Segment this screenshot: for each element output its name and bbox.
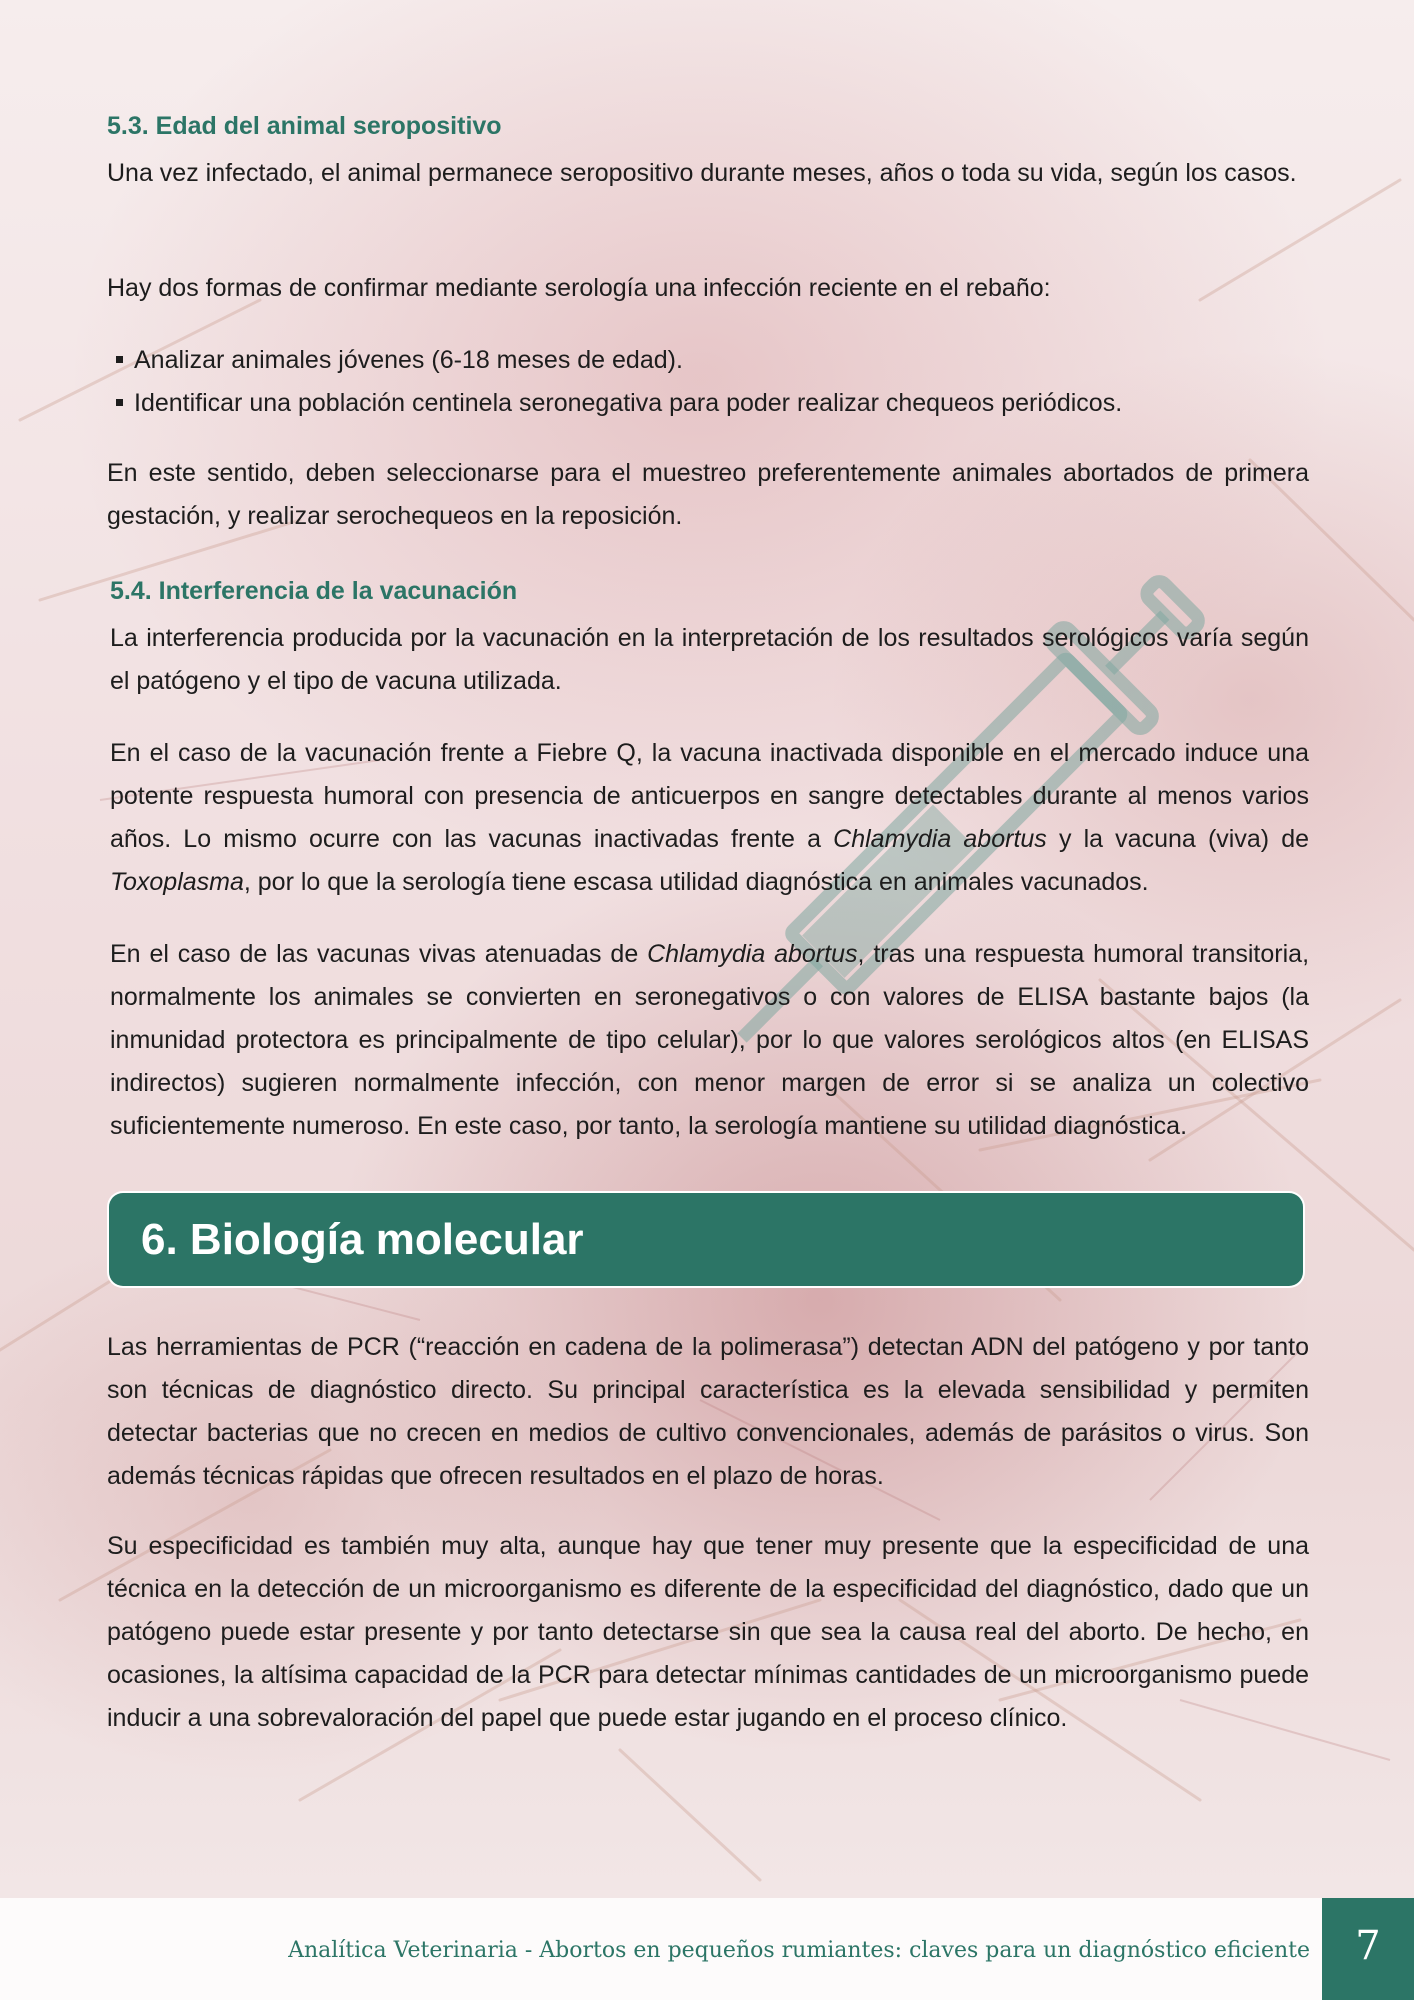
species-name: Toxoplasma [110, 868, 244, 896]
page-number: 7 [1322, 1898, 1414, 2000]
paragraph-live-vaccines [110, 933, 1309, 1148]
paragraph-pcr-tools: Las herramientas de PCR (“reacción en cadena de la polimerasa”) detectan ADN del patógeno y por tanto son técnicas de diagnóstico directo. Su principal característica es la elevada sensibilidad y permiten detectar bacterias que no crecen en medios de cultivo convencionales, además de parásitos o virus. Son además técnicas rápidas que ofrecen resultados en el plazo de horas. [107, 1333, 1309, 1490]
paragraph-sampling-advice: En este sentido, deben seleccionarse para el muestreo preferentemente animales abortados de primera gestación, y realizar serochequeos en la reposición. [107, 459, 1309, 530]
paragraph-recent-infection-intro: Hay dos formas de confirmar mediante serología una infección reciente en el rebaño: [107, 274, 1051, 302]
list-item: Analizar animales jóvenes (6-18 meses de edad). [107, 339, 1309, 382]
list-item: Identificar una población centinela seronegativa para poder realizar chequeos periódicos. [107, 382, 1309, 425]
text-run: , tras una respuesta humoral transitoria, normalmente los animales se convierten en seronegativos o con valores de ELISA bastante bajos (la inmunidad protectora es principalmente de tipo celular), por lo que valores serológicos altos (en ELISAS indirectos) sugieren normalmente infección, con menor margen de error si se analiza un colectivo suficientemente numeroso. En este caso, por tanto, la serología mantiene su utilidad diagnóstica. [110, 940, 1310, 1140]
section-heading-5-4: 5.4. Interferencia de la vacunación [110, 577, 518, 605]
text-run: En el caso de las vacunas vivas atenuadas de [110, 940, 648, 968]
text-run: y la vacuna (viva) de [1046, 825, 1310, 853]
footer-title: Analítica Veterinaria - Abortos en pequeños rumiantes: claves para un diagnóstico eficiente [288, 1938, 1310, 1963]
species-name: Chlamydia abortus [647, 940, 858, 968]
paragraph-seropositivity-duration: Una vez infectado, el animal permanece seropositivo durante meses, años o toda su vida, según los casos. [107, 159, 1297, 187]
text-run: En el caso de la vacunación frente a Fiebre Q, la vacuna inactivada disponible en el mercado induce una potente respuesta humoral con presencia de anticuerpos en sangre detectables durante al menos varios años. Lo mismo ocurre con las vacunas inactivadas frente a [110, 739, 1309, 853]
section-banner-6 [109, 1193, 1303, 1286]
paragraph-vaccination-interference: La interferencia producida por la vacunación en la interpretación de los resultados serológicos varía según el patógeno y el tipo de vacuna utilizada. [110, 624, 1309, 695]
text-run: , por lo que la serología tiene escasa utilidad diagnóstica en animales vacunados. [243, 868, 1149, 896]
section-heading-5-3: 5.3. Edad del animal seropositivo [107, 112, 502, 140]
section-heading-6: 6. Biología molecular [141, 1215, 584, 1264]
paragraph-fiebre-q-vaccine [110, 732, 1309, 904]
species-name: Chlamydia abortus [833, 825, 1047, 853]
bullet-list [107, 339, 1309, 425]
paragraph-pcr-specificity: Su especificidad es también muy alta, aunque hay que tener muy presente que la especificidad de una técnica en la detección de un microorganismo es diferente de la especificidad del diagnóstico, dado que un patógeno puede estar presente y por tanto detectarse sin que sea la causa real del aborto. De hecho, en ocasiones, la altísima capacidad de la PCR para detectar mínimas cantidades de un microorganismo puede inducir a una sobrevaloración del papel que puede estar jugando en el proceso clínico. [107, 1532, 1309, 1732]
